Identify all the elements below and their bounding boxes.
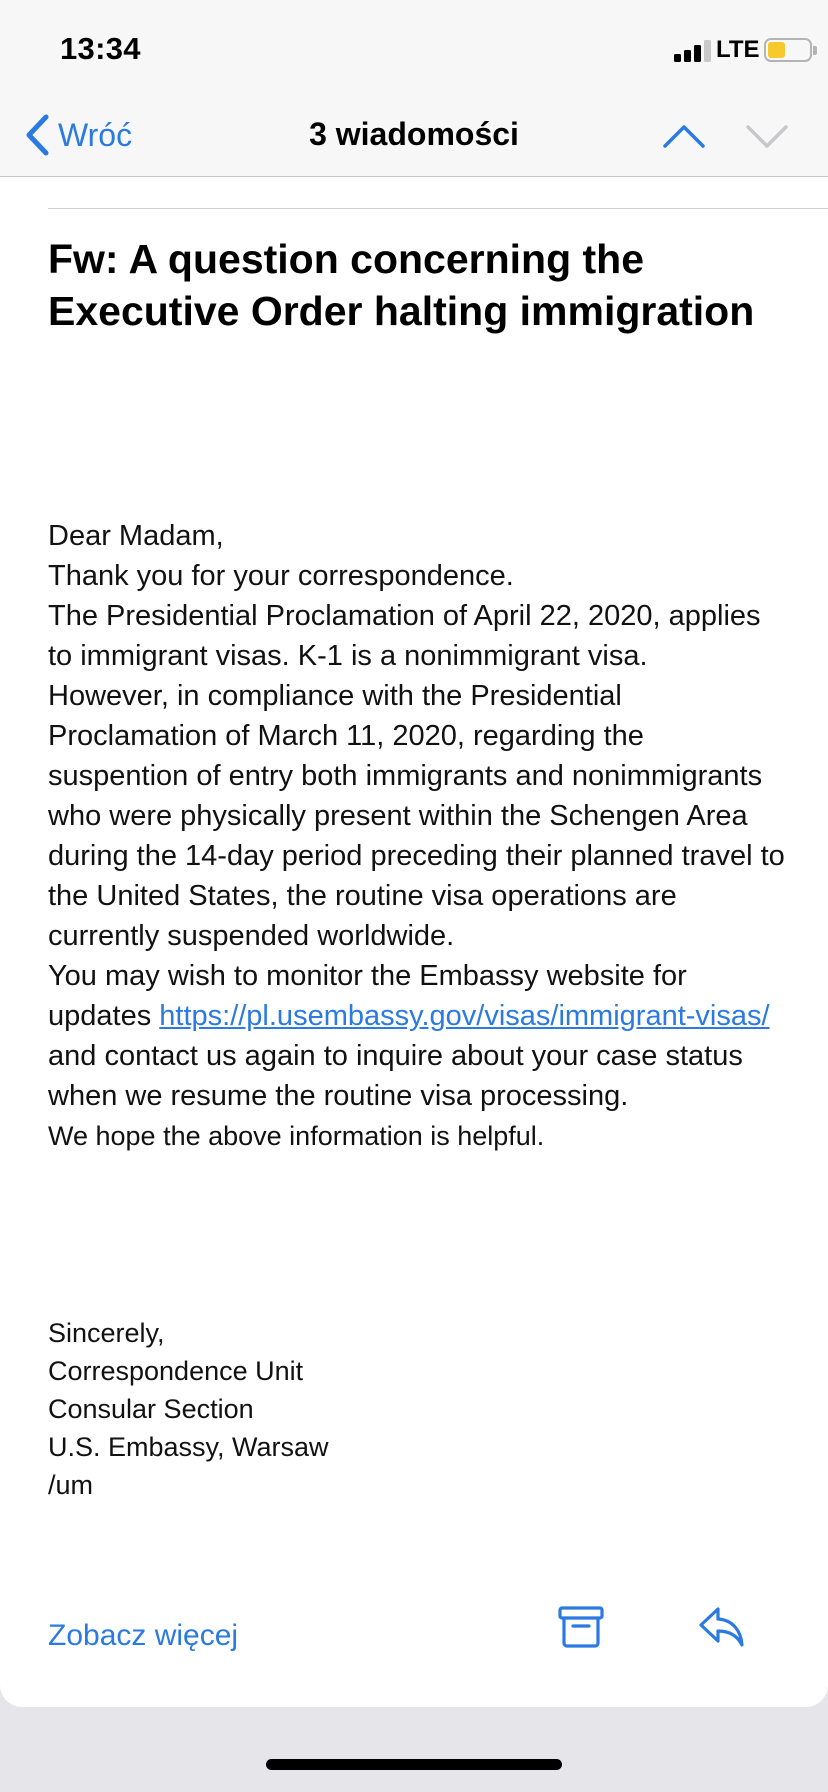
monitor-suffix: and contact us again to inquire about your case status when we resume the routine visa processing. — [48, 1040, 743, 1112]
email-body — [48, 516, 788, 1156]
status-time: 13:34 — [60, 31, 141, 66]
body-line: However, in compliance with the Presidential Proclamation of March 11, 2020, regarding the suspention of entry both immigrants and nonimmigrants who were physically present within the Schengen Area during the 14-day period preceding their planned travel to the United States, the routine visa operations are currently suspended worldwide. — [48, 680, 785, 952]
divider — [48, 208, 828, 209]
body-line: Thank you for your correspondence. — [48, 560, 514, 592]
message-card — [0, 177, 828, 1707]
email-subject: Fw: A question concerning the Executive Order halting immigration — [48, 236, 755, 334]
email-signature — [48, 1314, 748, 1504]
body-line: The Presidential Proclamation of April 22, 2020, applies to immigrant visas. K-1 is a nonimmigrant visa. — [48, 600, 761, 672]
archive-box-icon[interactable] — [556, 1603, 606, 1651]
monitor-prefix: You may wish to monitor the Embassy website for updates — [48, 960, 687, 1032]
home-indicator — [266, 1759, 562, 1770]
status-bar — [0, 0, 828, 100]
back-label: Wróć — [58, 116, 133, 153]
next-message-down-icon[interactable] — [744, 116, 790, 156]
signature-line: /um — [48, 1470, 94, 1500]
previous-message-up-icon[interactable] — [661, 116, 707, 156]
battery-icon — [764, 38, 812, 62]
signature-line: Consular Section — [48, 1394, 254, 1424]
signature-line: Correspondence Unit — [48, 1356, 304, 1386]
thread-title: 3 wiadomości — [309, 116, 519, 152]
cellular-signal-icon — [674, 40, 714, 62]
body-line-monitor — [48, 956, 788, 1116]
body-line: Dear Madam, — [48, 520, 224, 552]
see-more-link[interactable]: Zobacz więcej — [48, 1619, 239, 1652]
navigation-bar — [0, 100, 828, 177]
reply-arrow-icon[interactable] — [696, 1603, 746, 1651]
signature-line: U.S. Embassy, Warsaw — [48, 1432, 329, 1462]
signature-line: Sincerely, — [48, 1318, 165, 1348]
embassy-website-link[interactable]: https://pl.usembassy.gov/visas/immigrant-visas/ — [159, 1000, 770, 1032]
network-type: LTE — [716, 36, 760, 63]
body-line: We hope the above information is helpful. — [48, 1121, 545, 1151]
